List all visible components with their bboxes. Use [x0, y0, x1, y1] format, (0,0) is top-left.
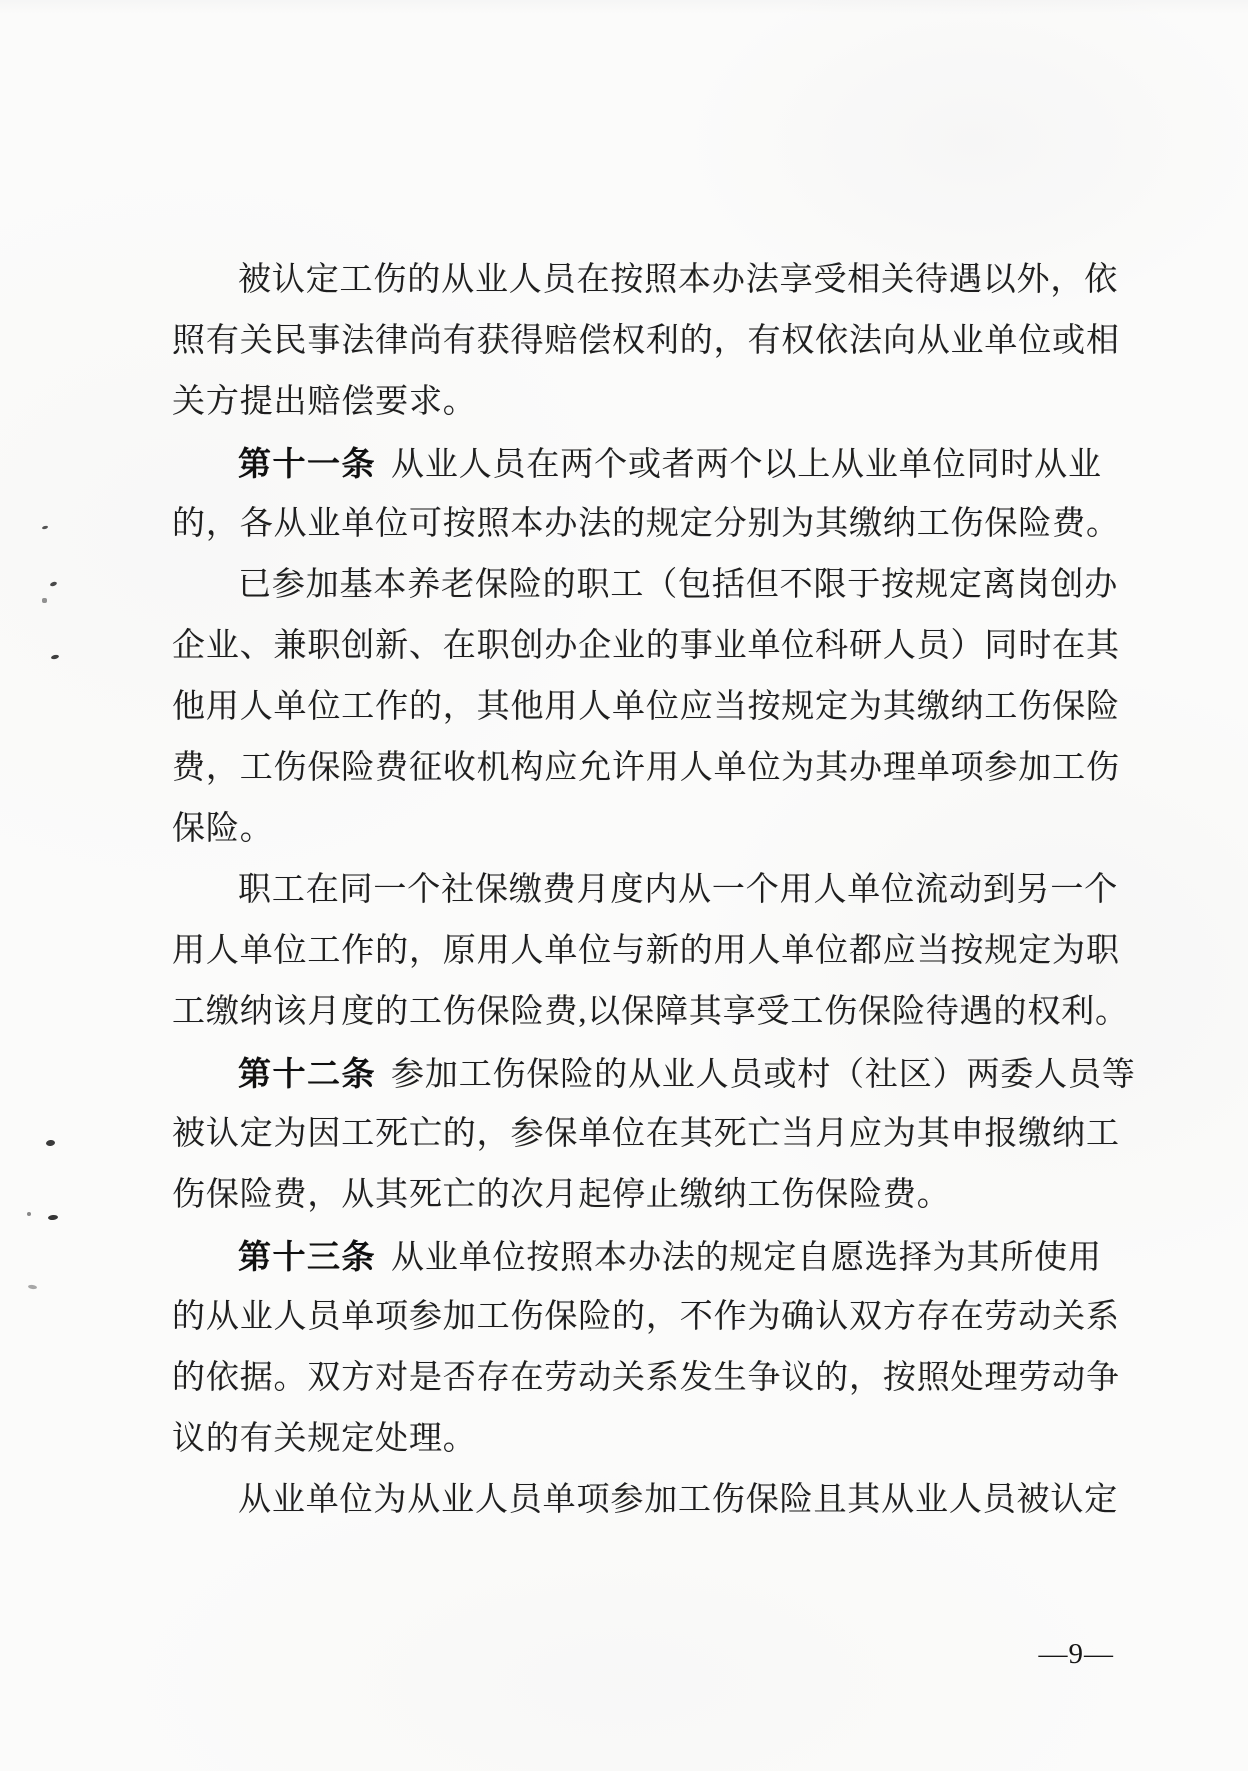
scan-speck — [27, 1212, 31, 1216]
text-line — [172, 372, 1124, 433]
text-line — [172, 1470, 1124, 1531]
scan-speck — [42, 598, 47, 603]
text-line — [172, 677, 1124, 738]
line-text: 被认定为因工死亡的，参保单位在其死亡当月应为其申报缴纳工 — [172, 1116, 1120, 1152]
text-line — [172, 982, 1129, 1043]
text-line — [172, 799, 1124, 860]
line-text: 参加工伤保险的从业人员或村（社区）两委人员等 — [391, 1057, 1136, 1093]
text-line — [172, 1287, 1124, 1348]
line-text: 伤保险费，从其死亡的次月起停止缴纳工伤保险费。 — [172, 1177, 951, 1213]
article-number-label: 第十二条 — [238, 1055, 376, 1092]
line-text: 的从业人员单项参加工伤保险的，不作为确认双方存在劳动关系 — [172, 1299, 1120, 1335]
scan-speck — [28, 1284, 37, 1289]
line-text: 用人单位工作的，原用人单位与新的用人单位都应当按规定为职 — [172, 933, 1120, 969]
line-text: 费，工伤保险费征收机构应允许用人单位为其办理单项参加工伤 — [172, 750, 1120, 786]
line-text: 的依据。双方对是否存在劳动关系发生争议的，按照处理劳动争 — [172, 1360, 1120, 1396]
line-text: 企业、兼职创新、在职创办企业的事业单位科研人员）同时在其 — [172, 628, 1120, 664]
scan-speck — [46, 1139, 56, 1146]
text-line — [172, 1409, 1124, 1470]
text-line — [172, 1104, 1124, 1165]
line-text: 的，各从业单位可按照本办法的规定分别为其缴纳工伤保险费。 — [172, 506, 1120, 542]
article-number-label: 第十一条 — [238, 445, 376, 482]
line-text: 工缴纳该月度的工伤保险费,以保障其享受工伤保险待遇的权利。 — [172, 994, 1129, 1030]
line-text: 保险。 — [172, 811, 274, 847]
text-line — [172, 311, 1124, 372]
text-line-article-11 — [172, 433, 1124, 494]
line-text: 从业单位为从业人员单项参加工伤保险且其从业人员被认定 — [238, 1482, 1119, 1518]
scan-speck — [42, 525, 49, 529]
scan-speck — [48, 1214, 58, 1220]
scan-speck — [50, 581, 58, 587]
line-text: 被认定工伤的从业人员在按照本办法享受相关待遇以外，依 — [238, 262, 1119, 298]
text-line — [172, 555, 1124, 616]
body-text-block — [172, 250, 1136, 1531]
line-text: 已参加基本养老保险的职工（包括但不限于按规定离岗创办 — [238, 567, 1119, 603]
text-line — [172, 921, 1124, 982]
line-text: 从业人员在两个或者两个以上从业单位同时从业 — [391, 447, 1102, 483]
text-line — [172, 494, 1124, 555]
text-line-article-13 — [172, 1226, 1124, 1287]
text-line-article-12 — [172, 1043, 1136, 1104]
text-line — [172, 1165, 1124, 1226]
line-text: 他用人单位工作的，其他用人单位应当按规定为其缴纳工伤保险 — [172, 689, 1120, 725]
text-line — [172, 616, 1124, 677]
article-number-label: 第十三条 — [238, 1238, 376, 1275]
text-line — [172, 250, 1124, 311]
text-line — [172, 1348, 1124, 1409]
line-text: 从业单位按照本办法的规定自愿选择为其所使用 — [391, 1240, 1102, 1276]
scan-speck — [51, 654, 60, 660]
line-text: 职工在同一个社保缴费月度内从一个用人单位流动到另一个 — [238, 872, 1119, 908]
text-line — [172, 860, 1124, 921]
page-number: —9— — [1038, 1638, 1114, 1670]
line-text: 照有关民事法律尚有获得赔偿权利的，有权依法向从业单位或相 — [172, 323, 1120, 359]
line-text: 关方提出赔偿要求。 — [172, 384, 477, 420]
line-text: 议的有关规定处理。 — [172, 1421, 477, 1457]
text-line — [172, 738, 1124, 799]
